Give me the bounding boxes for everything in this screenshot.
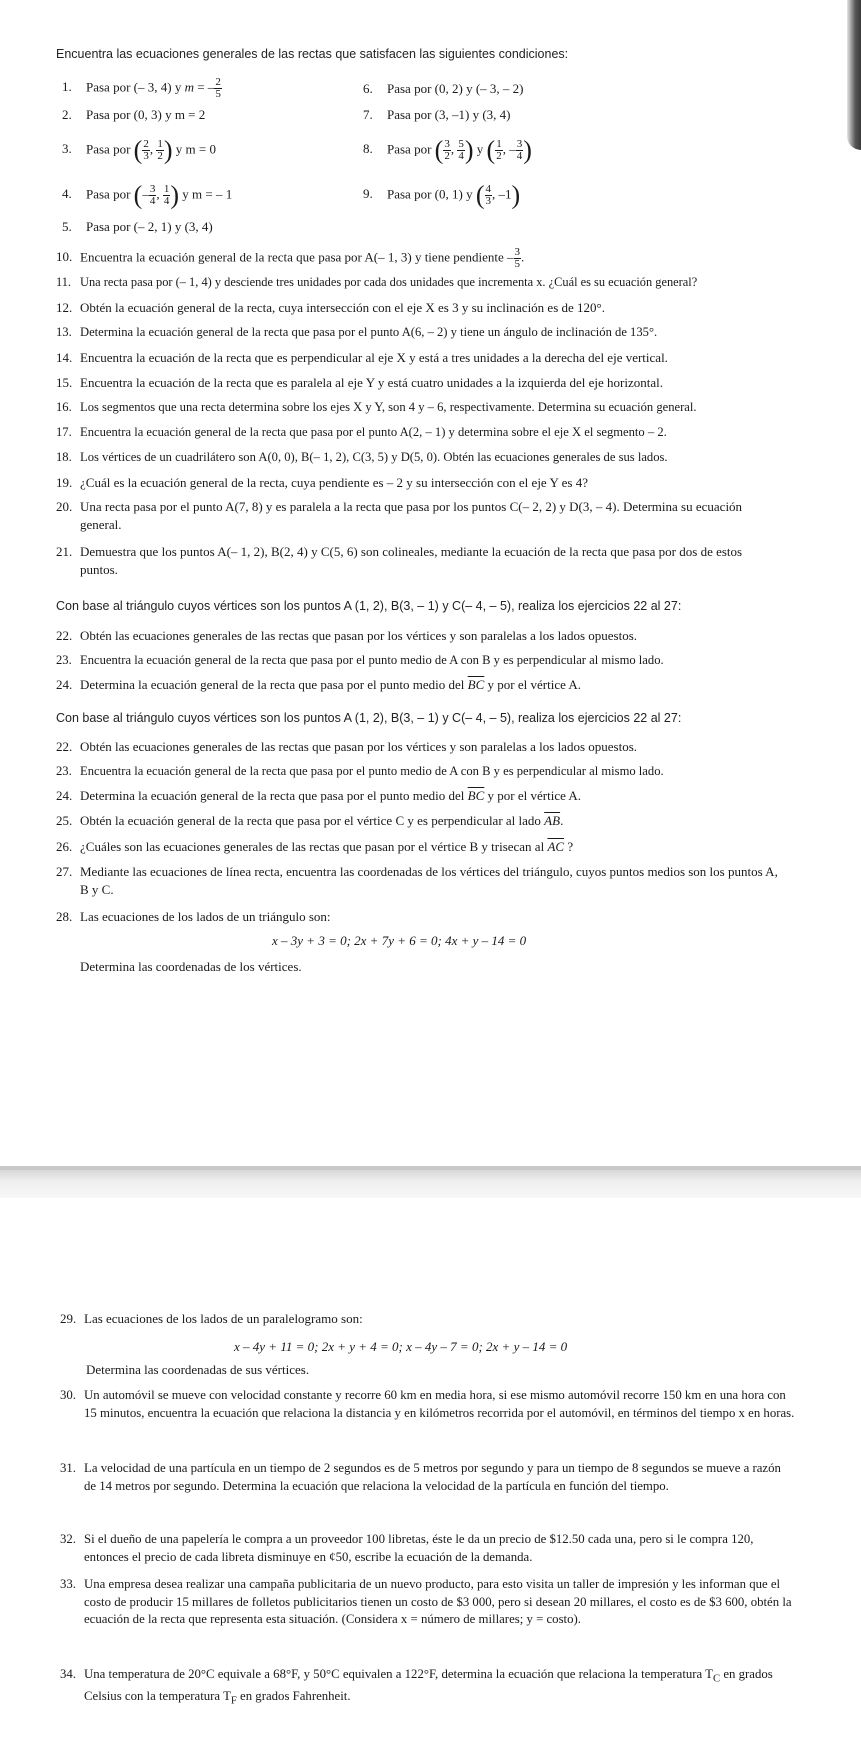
exercise-8: 8. Pasa por ( $\frac{3}{2}$ , $\frac{5}{4}$ ) y ( $\frac{1}{2}$ , – $\frac{3}{4}$ ) bbox=[363, 135, 532, 165]
triangle-instructions: Con base al triángulo cuyos vértices son los puntos A (1, 2), B(3, – 1) y C(– 4, – 5), realiza los ejercicios 22 al 27: bbox=[56, 599, 682, 613]
page-edge-shadow bbox=[847, 0, 861, 150]
exercise-22-repeat: 22. Obtén las ecuaciones generales de las rectas que pasan por los vértices y son paralelas a los lados opuestos. bbox=[56, 739, 638, 754]
exercise-4: 4. Pasa por (– $\frac{3}{4}$ , $\frac{1}{4}$ ) y m = – 1 bbox=[62, 180, 233, 210]
exercise-9: 9. Pasa por (0, 1) y ( $\frac{4}{3}$ , –1) bbox=[363, 180, 521, 210]
exercise-14: 14. Encuentra la ecuación de la recta que es perpendicular al eje X y está a tres unidades a la derecha del eje vertical. bbox=[56, 350, 668, 365]
exercise-33: 33. Una empresa desea realizar una campaña publicitaria de un nuevo producto, para esto visita un taller de impresión y les informan que el costo de producir 15 millares de folletos publicitarios tienen un costo de $3 000, pero si desean 20 millares, el costo es de $3 600, obtén la ecuación de la recta que representa esta situación. (Considera x = número de millares; y = costo). bbox=[60, 1577, 792, 1626]
exercise-32: 32. Si el dueño de una papelería le compra a un proveedor 100 libretas, éste le da un precio de $12.50 cada una, pero si le compra 120, entonces el precio de cada libreta disminuye en ¢50, escribe la ecuación de la demanda. bbox=[60, 1532, 754, 1564]
exercise-28: 28. Las ecuaciones de los lados de un triángulo son: bbox=[56, 909, 331, 924]
exercise-28-instruction: Determina las coordenadas de los vértices. bbox=[80, 959, 302, 974]
exercise-20: 20. Una recta pasa por el punto A(7, 8) y es paralela a la recta que pasa por los puntos C(– 2, 2) y D(3, – 4). Determina su ecuación general. bbox=[56, 499, 743, 532]
exercise-11: 11. Una recta pasa por (– 1, 4) y desciende tres unidades por cada dos unidades que incrementa x. ¿Cuál es su ecuación general? bbox=[56, 275, 698, 289]
exercise-6: 6. Pasa por (0, 2) y (– 3, – 2) bbox=[363, 81, 524, 96]
exercise-2: 2. Pasa por (0, 3) y m = 2 bbox=[62, 107, 206, 122]
exercise-25: 25. Obtén la ecuación general de la recta que pasa por el vértice C y es perpendicular al lado $\overline{AB}$. bbox=[56, 813, 564, 828]
exercise-12: 12. Obtén la ecuación general de la recta, cuya intersección con el eje X es 3 y su inclinación es de 120°. bbox=[56, 300, 605, 315]
exercise-17: 17. Encuentra la ecuación general de la recta que pasa por el punto A(2, – 1) y determina sobre el eje X el segmento – 2. bbox=[56, 425, 667, 439]
exercise-31: 31. La velocidad de una partícula en un tiempo de 2 segundos es de 5 metros por segundo y para un tiempo de 8 segundos se mueve a razón de 14 metros por segundo. Determina la ecuación que relaciona la velocidad de la partícula en función del tiempo. bbox=[60, 1461, 781, 1493]
exercise-26: 26. ¿Cuáles son las ecuaciones generales de las rectas que pasan por el vértice B y trisecan al $\overline{AC}$ ? bbox=[56, 839, 574, 854]
exercise-18: 18. Los vértices de un cuadrilátero son A(0, 0), B(– 1, 2), C(3, 5) y D(5, 0). Obtén las ecuaciones generales de sus lados. bbox=[56, 450, 668, 464]
exercise-3: 3. Pasa por ( $\frac{2}{3}$ , $\frac{1}{2}$ ) y m = 0 bbox=[62, 135, 216, 165]
exercise-1: 1. Pasa por (– 3, 4) y m = – $\frac{2}{5}$ bbox=[62, 76, 221, 100]
exercise-13: 13. Determina la ecuación general de la recta que pasa por el punto A(6, – 2) y tiene un ángulo de inclinación de 135°. bbox=[56, 325, 658, 339]
exercise-10: 10. Encuentra la ecuación general de la recta que pasa por A(– 1, 3) y tiene pendiente – $\frac{3}{5}$ . bbox=[56, 246, 525, 270]
exercise-19: 19. ¿Cuál es la ecuación general de la recta, cuya pendiente es – 2 y su intersección con el eje Y es 4? bbox=[56, 475, 588, 490]
exercise-7: 7. Pasa por (3, –1) y (3, 4) bbox=[363, 107, 511, 122]
exercise-21: 21. Demuestra que los puntos A(– 1, 2), B(2, 4) y C(5, 6) son colineales, mediante la ecuación de la recta que pasa por dos de estos puntos. bbox=[56, 544, 743, 577]
exercise-34: 34. Una temperatura de 20°C equivale a 68°F, y 50°C equivalen a 122°F, determina la ecuación que relaciona la temperatura $T_C$ en grados Celsius con la temperatura $T_F$ en grados Fahrenheit. bbox=[60, 1667, 773, 1707]
exercise-24: 24. Determina la ecuación general de la recta que pasa por el punto medio del $\overline{BC}$ y por el vértice A. bbox=[56, 677, 582, 692]
exercise-29: 29. Las ecuaciones de los lados de un paralelogramo son: bbox=[60, 1311, 363, 1326]
exercise-16: 16. Los segmentos que una recta determina sobre los ejes X y Y, son 4 y – 6, respectivamente. Determina su ecuación general. bbox=[56, 400, 697, 414]
exercise-23-repeat: 23. Encuentra la ecuación general de la recta que pasa por el punto medio de A con B y es perpendicular al mismo lado. bbox=[56, 764, 664, 778]
exercise-28-equations: x – 3y + 3 = 0; 2x + 7y + 6 = 0; 4x + y – 14 = 0 bbox=[272, 933, 527, 948]
exercise-27: 27. Mediante las ecuaciones de línea recta, encuentra las coordenadas de los vértices del triángulo, cuyos puntos medios son los puntos A, B y C. bbox=[56, 864, 778, 897]
exercise-29-instruction: Determina las coordenadas de sus vértices. bbox=[86, 1362, 310, 1377]
exercise-30: 30. Un automóvil se mueve con velocidad constante y recorre 60 km en media hora, si ese mismo automóvil recorre 150 km en una hora con 15 minutos, encuentra la ecuación que relaciona la distancia y en kilómetros recorrida por el automóvil, en términos del tiempo x en horas. bbox=[60, 1388, 795, 1420]
exercise-5: 5. Pasa por (– 2, 1) y (3, 4) bbox=[62, 219, 213, 234]
exercise-22: 22. Obtén las ecuaciones generales de las rectas que pasan por los vértices y son paralelas a los lados opuestos. bbox=[56, 628, 638, 643]
exercise-24-repeat: 24. Determina la ecuación general de la recta que pasa por el punto medio del $\overline{BC}$ y por el vértice A. bbox=[56, 788, 582, 803]
fraction: $\frac{2}{5}$ bbox=[215, 76, 221, 100]
triangle-instructions-repeat: Con base al triángulo cuyos vértices son los puntos A (1, 2), B(3, – 1) y C(– 4, – 5), realiza los ejercicios 22 al 27: bbox=[56, 711, 682, 725]
exercise-15: 15. Encuentra la ecuación de la recta que es paralela al eje Y y está cuatro unidades a la izquierda del eje horizontal. bbox=[56, 375, 664, 390]
exercise-23: 23. Encuentra la ecuación general de la recta que pasa por el punto medio de A con B y es perpendicular al mismo lado. bbox=[56, 653, 664, 667]
instructions-heading: Encuentra las ecuaciones generales de las rectas que satisfacen las siguientes condiciones: bbox=[56, 47, 569, 61]
page-break bbox=[0, 1170, 861, 1198]
exercise-29-equations: x – 4y + 11 = 0; 2x + y + 4 = 0; x – 4y – 7 = 0; 2x + y – 14 = 0 bbox=[234, 1339, 568, 1354]
